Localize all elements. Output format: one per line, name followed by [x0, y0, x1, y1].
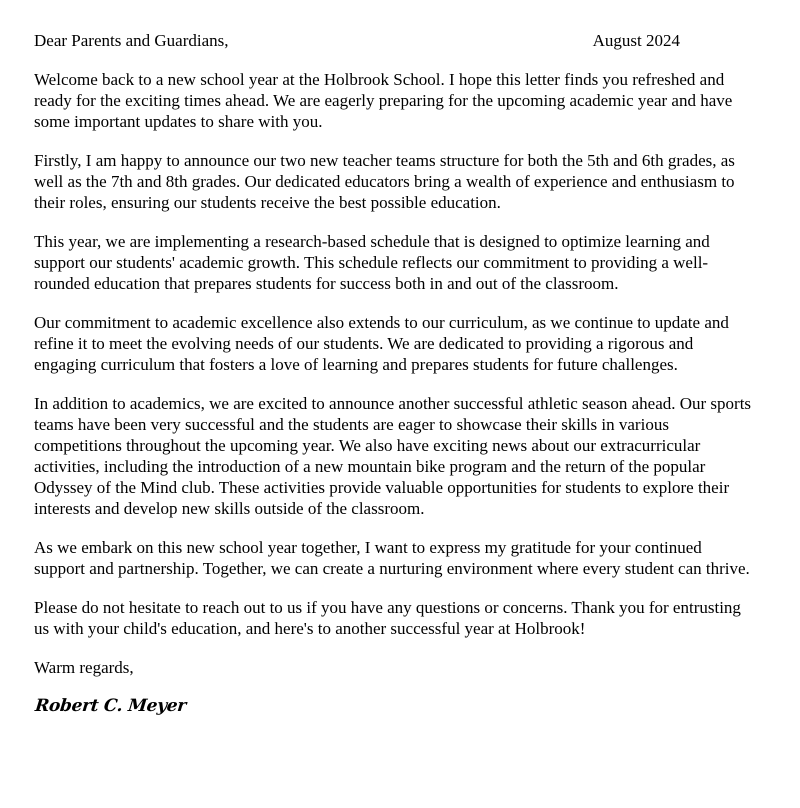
closing: Warm regards,: [34, 658, 134, 677]
paragraph-schedule: This year, we are implementing a research-based schedule that is designed to optimize learning and support our students' academic growth. This schedule reflects our commitment to providing a well-rounded education that prepares students for success both in and out of the classroom.: [34, 232, 710, 293]
paragraph-teacher-teams: Firstly, I am happy to announce our two new teacher teams structure for both the 5th and 6th grades, as well as the 7th and 8th grades. Our dedicated educators bring a wealth of experience and enthusiasm to their roles, ensuring our students receive the best possible education.: [34, 151, 735, 212]
letter-date: August 2024: [592, 31, 680, 50]
salutation: Dear Parents and Guardians,: [34, 31, 229, 50]
paragraph-gratitude: As we embark on this new school year together, I want to express my gratitude for your continued support and partnership. Together, we can create a nurturing environment where every student can thrive.: [34, 538, 750, 578]
paragraph-athletics-activities: In addition to academics, we are excited to announce another successful athletic season ahead. Our sports teams have been very successful and the students are eager to showcase their skills in various competitions throughout the upcoming year. We also have exciting news about our extracurricular activities, including the introduction of a new mountain bike program and the return of the popular Odyssey of the Mind club. These activities provide valuable opportunities for students to explore their interests and develop new skills outside of the classroom.: [34, 394, 752, 518]
paragraph-curriculum: Our commitment to academic excellence also extends to our curriculum, as we continue to update and refine it to meet the evolving needs of our students. We are dedicated to providing a rigorous and engaging curriculum that fosters a love of learning and prepares students for future challenges.: [34, 313, 729, 374]
paragraph-welcome: Welcome back to a new school year at the Holbrook School. I hope this letter finds you refreshed and ready for the exciting times ahead. We are eagerly preparing for the upcoming academic year and have some important updates to share with you.: [34, 70, 733, 131]
signature: Robert C. Meyer: [34, 696, 187, 716]
letter: [34, 30, 754, 717]
paragraph-contact: Please do not hesitate to reach out to us if you have any questions or concerns. Thank you for entrusting us with your child's education, and here's to another successful year at Holbrook!: [34, 598, 741, 638]
letter-header: [34, 30, 680, 51]
